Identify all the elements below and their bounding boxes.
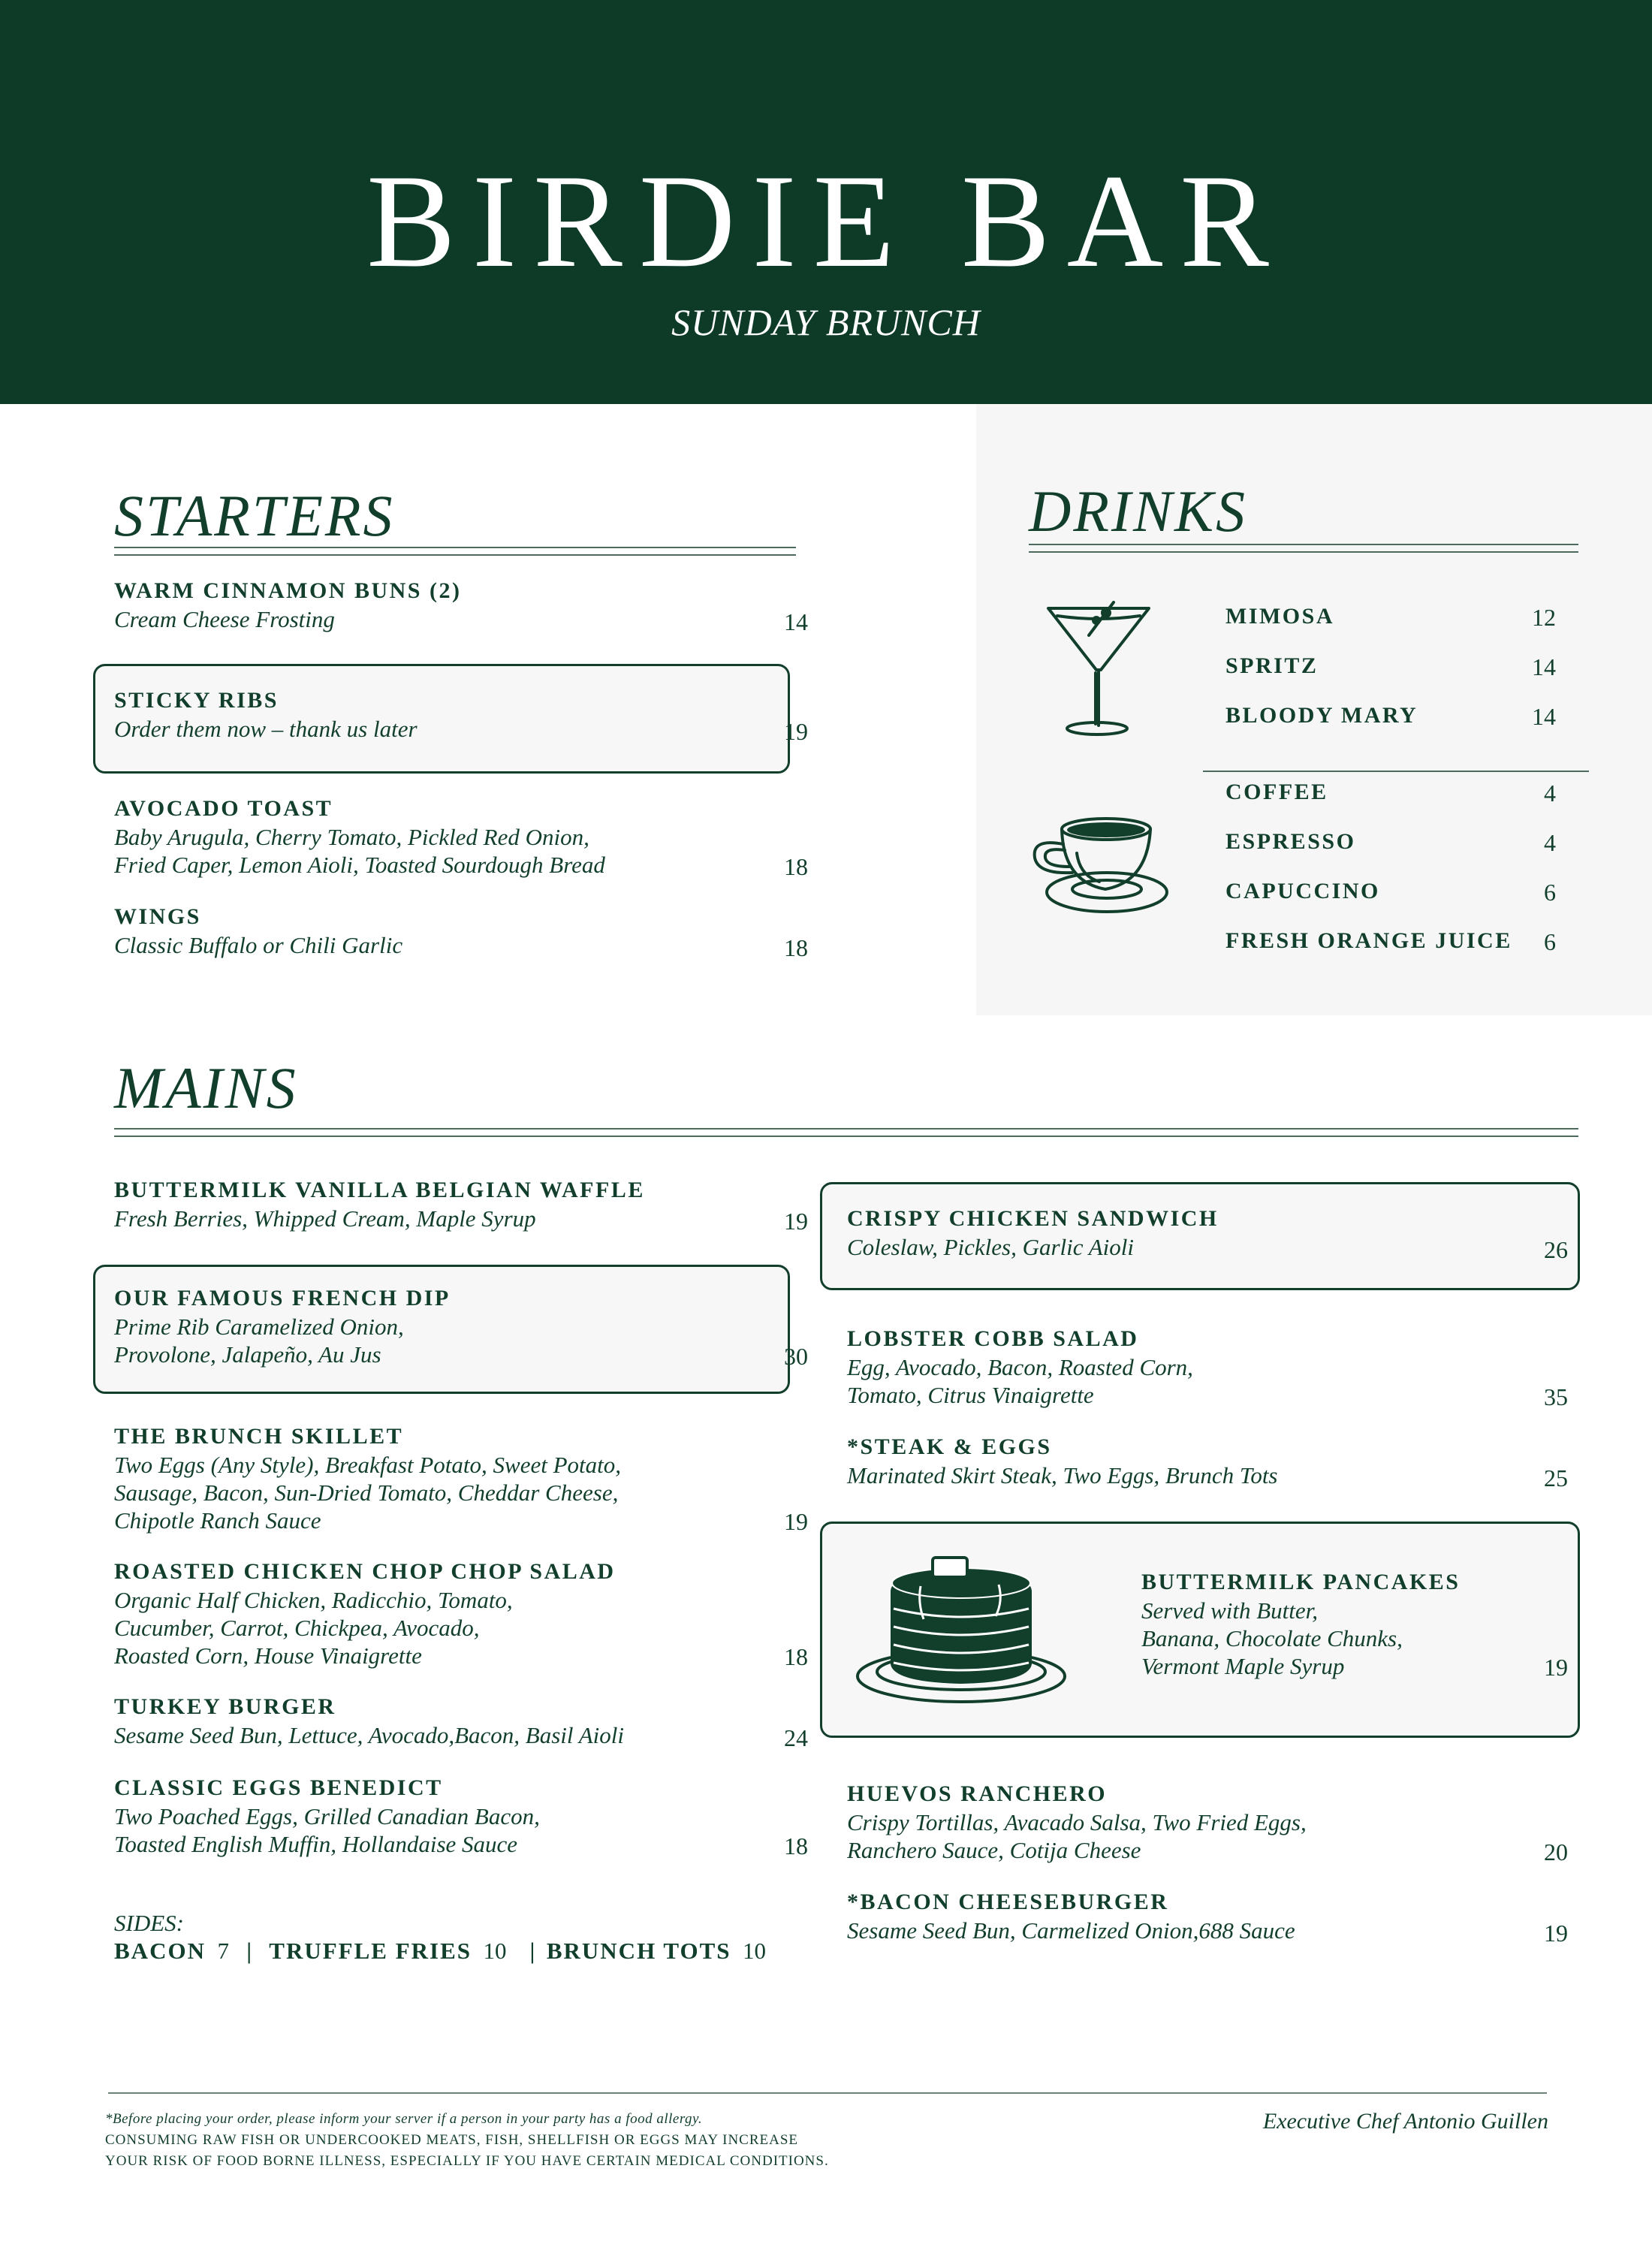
item-name: ROASTED CHICKEN CHOP CHOP SALAD	[114, 1559, 616, 1584]
item-price: 19	[1544, 1920, 1568, 1947]
starters-heading: STARTERS	[114, 483, 395, 548]
item-description: Two Eggs (Any Style), Breakfast Potato, Sweet Potato,	[114, 1452, 621, 1478]
drinks-divider	[1029, 544, 1578, 553]
item-description: Sesame Seed Bun, Carmelized Onion,688 Sauce	[847, 1917, 1295, 1944]
item-price: 35	[1544, 1383, 1568, 1410]
item-description: Provolone, Jalapeño, Au Jus	[114, 1341, 381, 1368]
drink-price: 12	[1532, 604, 1556, 631]
item-price: 19	[784, 1208, 808, 1235]
item-name: CLASSIC EGGS BENEDICT	[114, 1775, 443, 1800]
item-name: HUEVOS RANCHERO	[847, 1781, 1108, 1806]
side-price: 10	[483, 1938, 507, 1964]
consumption-warning: YOUR RISK OF FOOD BORNE ILLNESS, ESPECIALLY IF YOU HAVE CERTAIN MEDICAL CONDITIONS.	[105, 2153, 829, 2169]
side-price: 10	[743, 1938, 767, 1964]
starter-item	[114, 796, 808, 888]
starter-item	[114, 578, 808, 640]
starter-item	[114, 904, 808, 966]
drink-name: CAPUCCINO	[1225, 879, 1380, 903]
item-description: Baby Arugula, Cherry Tomato, Pickled Red Onion,	[114, 824, 589, 850]
drink-name: MIMOSA	[1225, 604, 1334, 629]
side-name: BACON	[114, 1938, 206, 1964]
item-description: Cream Cheese Frosting	[114, 606, 335, 632]
item-price: 19	[784, 1508, 808, 1535]
item-description: Marinated Skirt Steak, Two Eggs, Brunch Tots	[847, 1462, 1278, 1488]
item-name: LOBSTER COBB SALAD	[847, 1326, 1139, 1351]
item-description: Served with Butter,	[1141, 1597, 1319, 1624]
drink-price: 14	[1532, 653, 1556, 680]
item-description: Tomato, Citrus Vinaigrette	[847, 1382, 1094, 1408]
item-description: Prime Rib Caramelized Onion,	[114, 1313, 404, 1340]
item-name: *BACON CHEESEBURGER	[847, 1890, 1169, 1914]
drink-name: FRESH ORANGE JUICE	[1225, 928, 1512, 953]
item-description: Sausage, Bacon, Sun-Dried Tomato, Cheddar Cheese,	[114, 1479, 619, 1506]
mains-divider	[114, 1128, 1578, 1137]
drink-name: SPRITZ	[1225, 653, 1319, 678]
drink-name: COFFEE	[1225, 780, 1328, 804]
drink-name: ESPRESSO	[1225, 829, 1356, 854]
drink-price: 14	[1532, 703, 1556, 730]
item-price: 20	[1544, 1838, 1568, 1865]
item-name: AVOCADO TOAST	[114, 796, 333, 821]
item-description: Roasted Corn, House Vinaigrette	[114, 1642, 422, 1669]
item-description: Organic Half Chicken, Radicchio, Tomato,	[114, 1587, 513, 1613]
item-description: Egg, Avocado, Bacon, Roasted Corn,	[847, 1354, 1193, 1380]
item-name: WARM CINNAMON BUNS (2)	[114, 578, 462, 603]
sides-label: SIDES:	[114, 1910, 184, 1936]
item-description: Cucumber, Carrot, Chickpea, Avocado,	[114, 1615, 480, 1641]
item-description: Ranchero Sauce, Cotija Cheese	[847, 1837, 1141, 1863]
pancake-stack-icon	[849, 1547, 1074, 1712]
sides-separator: |	[529, 1938, 535, 1964]
item-description: Order them now – thank us later	[114, 716, 418, 742]
item-description: Two Poached Eggs, Grilled Canadian Bacon,	[114, 1803, 540, 1829]
item-description: Sesame Seed Bun, Lettuce, Avocado,Bacon, Basil Aioli	[114, 1722, 624, 1748]
item-name: THE BRUNCH SKILLET	[114, 1424, 404, 1449]
item-price: 19	[1544, 1654, 1568, 1681]
item-description: Fresh Berries, Whipped Cream, Maple Syrup	[114, 1205, 536, 1232]
item-name: OUR FAMOUS FRENCH DIP	[114, 1286, 451, 1310]
drinks-separator	[1203, 771, 1589, 772]
item-price: 25	[1544, 1464, 1568, 1491]
item-price: 30	[784, 1343, 808, 1370]
item-name: BUTTERMILK PANCAKES	[1141, 1570, 1461, 1594]
sides-separator: |	[246, 1938, 252, 1964]
item-price: 26	[1544, 1236, 1568, 1263]
chef-credit: Executive Chef Antonio Guillen	[1262, 2109, 1548, 2134]
starter-item	[114, 688, 808, 749]
menu-subtitle: SUNDAY BRUNCH	[671, 301, 981, 343]
item-price: 24	[784, 1724, 808, 1751]
item-name: STICKY RIBS	[114, 688, 279, 713]
item-price: 18	[784, 853, 808, 880]
item-description: Toasted English Muffin, Hollandaise Sauce	[114, 1831, 518, 1857]
item-description: Banana, Chocolate Chunks,	[1141, 1625, 1403, 1651]
item-price: 14	[784, 608, 808, 635]
item-description: Crispy Tortillas, Avacado Salsa, Two Fried Eggs,	[847, 1809, 1307, 1835]
item-price: 18	[784, 1643, 808, 1670]
item-name: BUTTERMILK VANILLA BELGIAN WAFFLE	[114, 1178, 645, 1202]
drink-price: 6	[1544, 928, 1556, 955]
side-name: BRUNCH TOTS	[546, 1938, 731, 1964]
item-description: Fried Caper, Lemon Aioli, Toasted Sourdough Bread	[114, 852, 605, 878]
mains-heading: MAINS	[114, 1055, 298, 1120]
drink-name: BLOODY MARY	[1225, 703, 1418, 728]
drink-price: 4	[1544, 780, 1556, 807]
item-name: CRISPY CHICKEN SANDWICH	[847, 1206, 1219, 1231]
side-price: 7	[217, 1938, 229, 1964]
drinks-heading: DRINKS	[1029, 478, 1247, 544]
item-price: 19	[784, 718, 808, 745]
drink-price: 6	[1544, 879, 1556, 906]
restaurant-name: BIRDIE BAR	[366, 146, 1286, 295]
martini-glass-icon	[1042, 598, 1155, 740]
item-description: Vermont Maple Syrup	[1141, 1653, 1345, 1679]
consumption-warning: CONSUMING RAW FISH OR UNDERCOOKED MEATS, FISH, SHELLFISH OR EGGS MAY INCREASE	[105, 2132, 799, 2148]
item-description: Coleslaw, Pickles, Garlic Aioli	[847, 1234, 1135, 1260]
item-price: 18	[784, 1832, 808, 1859]
item-name: WINGS	[114, 904, 201, 929]
footer-divider	[108, 2092, 1547, 2094]
starters-divider	[114, 547, 796, 556]
allergy-notice: *Before placing your order, please inform your server if a person in your party has a food allergy.	[105, 2111, 703, 2127]
item-description: Chipotle Ranch Sauce	[114, 1507, 321, 1534]
item-description: Classic Buffalo or Chili Garlic	[114, 932, 403, 958]
item-price: 18	[784, 934, 808, 961]
item-name: *STEAK & EGGS	[847, 1434, 1052, 1459]
coffee-cup-icon	[1024, 808, 1171, 921]
sides-list	[114, 1939, 766, 1962]
item-name: TURKEY BURGER	[114, 1694, 336, 1719]
drink-price: 4	[1544, 829, 1556, 856]
side-name: TRUFFLE FRIES	[269, 1938, 472, 1964]
